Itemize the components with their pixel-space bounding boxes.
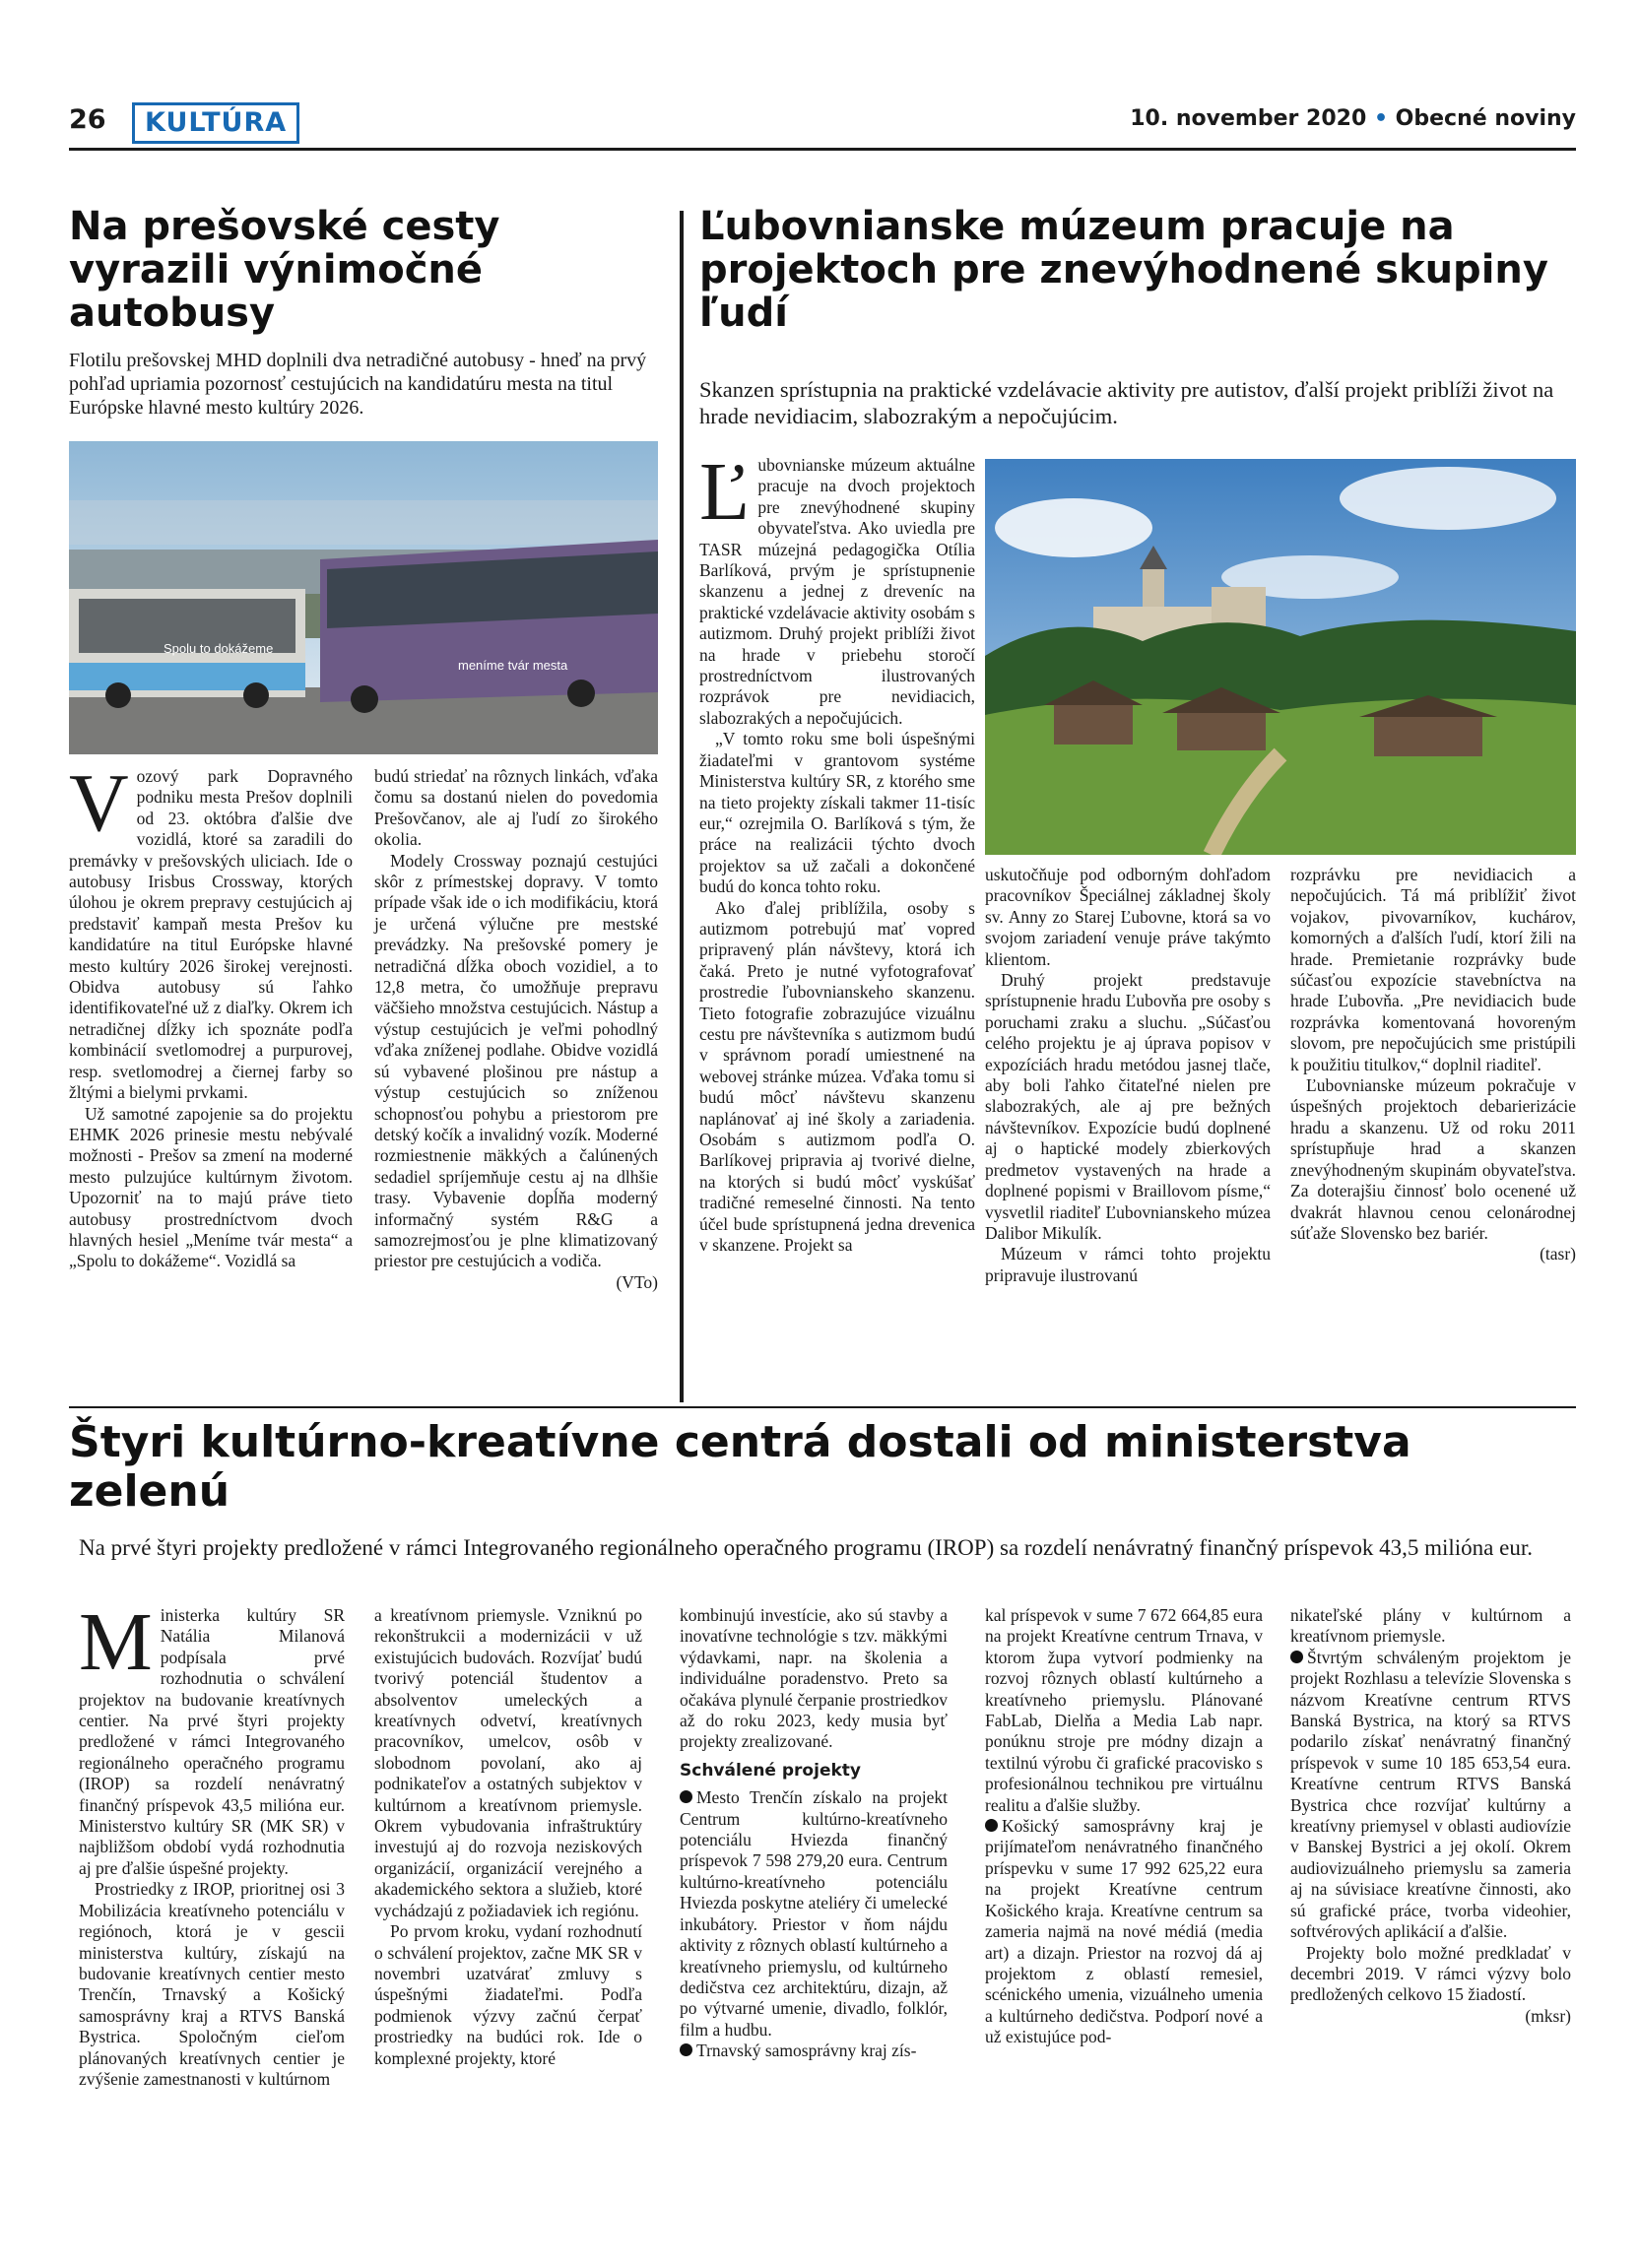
article1-dropcap: V [69,757,129,849]
article3-col1-p1: inisterka kultúry SR Natália Milanová podpísala prvé rozhodnutia o schválení projektov na budovanie kreatívnych centier. Na prvé štyri projekty predložené v rámci Integrovaného regionálneho operačného programu (IROP) sa rozdelí nenávratný finančný príspevok 43,5 milióna eur. Ministerstvo kultúry SR (MK SR) v najbližšom období vydá rozhodnutia aj pre ďalšie úspešné projekty. [79,1605,345,1878]
bus-photo-image [69,441,658,754]
column-divider [680,211,684,1402]
bullet-icon [985,1819,998,1832]
article2-column-2 [985,865,1271,1286]
article2-signature: (tasr) [1540,1244,1576,1264]
article3-col1-p2: Prostriedky z IROP, prioritnej osi 3 Mobilizácia kreatívneho potenciálu v regiónoch, ktorá je v gescii ministerstva kultúry, získajú na budovanie kreatívnych centier mesto Trenčín, Trnavský a Košický samosprávny kraj a RTVS Banská Bystrica. Spoločným cieľom plánovaných kreatívnych centier je zvýšenie zamestnanosti v kultúrnom [79,1879,345,2089]
article1-lede: Flotilu prešovskej MHD doplnili dva netradičné autobusy - hneď na prvý pohľad upriamia pozornosť cestujúcich na kandidatúru mesta na titul Európske hlavné mesto kultúry 2026. [69,350,647,419]
article1-photo [69,441,658,754]
article3-lede: Na prvé štyri projekty predložené v rámci Integrovaného regionálneho operačného programu (IROP) sa rozdelí nenávratný finančný príspevok 43,5 milióna eur. [79,1535,1533,1560]
article1-column-2 [374,766,658,1293]
section-label: KULTÚRA [132,102,299,144]
article3-bullet-rtvs: Štvrtým schváleným projektom je projekt Rozhlasu a televízie Slovenska s názvom Kreatívne centrum RTVS Banská Bystrica, na ktorý sa RTVS podarilo získať nenávratný finančný príspevok v sume 10 185 653,54 eura. Kreatívne centrum RTVS Banská Bystrica chce rozvíjať kultúrny a kreatívny priemysel v oblasti audiovízie v Banskej Bystrici a jej okolí. Okrem audiovizuálneho priemyslu sa zameria aj na súvisiace kreatívne činnosti, ako sú grafické práce, tvorba videohier, softvérových aplikácií a ďalšie. [1290,1647,1571,1942]
article3-subhead: Schválené projekty [680,1760,861,1781]
article1-column-1 [69,757,353,1272]
article2-col2-p2: Druhý projekt predstavuje sprístupnenie hradu Ľubovňa pre osoby s poruchami zraku a sluchu. „Súčasťou celého projektu je aj úprava popisov v expozíciách hradu metódou jasnej tlače, aby boli ľahko čitateľné nielen pre slabozrakých, ale aj pre bežných návštevníkov. Expozície budú doplnené aj o haptické modely zbierkových predmetov vystavených na hrade a doplnené popismi v Braillovom písme,“ vysvetlil riaditeľ Ľubovnianskeho múzea Dalibor Mikulík. [985,970,1271,1243]
publication-name: Obecné noviny [1395,106,1576,131]
article2-col2-p3: Múzeum v rámci tohto projektu pripravuje ilustrovanú [985,1244,1271,1285]
article2-column-1 [699,446,975,1256]
article2-dropcap: Ľ [699,446,751,538]
article2-photo [985,459,1576,855]
article2-col3-p1: rozprávku pre nevidiacich a nepočujúcich. Tá má priblížiť život vojakov, pivovarníkov, kuchárov, komorných a ďalších ľudí, ktorí žili na hrade. Premietanie rozprávky bude súčasťou expozície stavebníctva na hrade Ľubovňa. „Pre nevidiacich bude rozprávka komentovaná hovoreným slovom, pre nepočujúcich sme pristúpili k použitiu titulkov,“ doplnil riaditeľ. [1290,865,1576,1074]
article1-col2-p2: Modely Crossway poznajú cestujúci skôr z prímestskej dopravy. V tomto prípade však ide o ich modifikáciu, ktorá je určená výlučne pre mestské prevádzky. Na prešovské pomery je netradičná dĺžka oboch vozidiel, a to 12,8 metra, čo umožňuje prepravu väčšieho množstva cestujúcich. Nástup a výstup cestujúcich je veľmi pohodlný vďaka zníženej podlahe. Obidve vozidlá sú vybavené plošinou pre nástup a výstup cestujúcich so zníženou schopnosťou pohybu a priestorom pre detský kočík a invalidný vozík. Moderné rozmiestnenie mäkkých a čalúnených sedadiel spríjemňuje cestu aj na dlhšie trasy. Vybavenie dopĺňa moderný informačný systém R&G a samozrejmosťou je plne klimatizovaný priestor pre cestujúcich a vodiča. [374,850,658,1271]
bullet-icon [1290,1651,1303,1663]
bus1-slogan: Spolu to dokážeme [164,641,274,656]
article3-col3-intro: kombinujú investície, ako sú stavby a inovatívne technológie s tzv. mäkkými výdavkami, napr. na školenia a individuálne poradenstvo. Preto sa očakáva plynulé čerpanie prostriedkov až do roku 2023, kedy musia byť projekty zrealizované. [680,1605,948,1752]
bus2-slogan: meníme tvár mesta [458,658,568,673]
top-rule [69,148,1576,151]
article3-col5-intro: nikateľské plány v kultúrnom a kreatívnom priemysle. [1290,1605,1571,1647]
issue-info [1130,106,1576,131]
article2-title: Ľubovnianske múzeum pracuje na projektoch pre znevýhodnené skupiny ľudí [699,204,1548,336]
article2-col1-p3: Ako ďalej priblížila, osoby s autizmom potrebujú mať vopred pripravený plán návštevy, ktorá ich čaká. Preto je nutné vyfotografovať prostredie ľubovnianskeho skanzenu. Tieto fotografie zobrazujúce vizuálnu cestu pre návštevníka s autizmom budú v správnom poradí umiestnené na webovej stránke múzea. Vďaka tomu si budú môcť návštevu skanzenu naplánovať aj iné školy a zariadenia. Osobám s autizmom podľa O. Barlíkovej pripravia aj tvorivé dielne, na ktorých si budú môcť vyskúšať tradičné remeselné činnosti. Na tento účel bude sprístupnená jedna drevenica v skanzene. Projekt sa [699,897,975,1256]
article2-col1-p1: ubovnianske múzeum aktuálne pracuje na dvoch projektoch pre znevýhodnené skupiny obyvateľstva. Ako uviedla pre TASR múzejná pedagogička Otília Barlíková, prvým je sprístupnenie skanzenu a jednej z dreveníc na praktické vzdelávacie aktivity osobám s autizmom. Druhý projekt priblíži život na hrade v priebehu storočí prostredníctvom ilustrovaných rozprávok pre nevidiacich, slabozrakých a nepočujúcich. [699,455,975,728]
article3-column-4 [985,1605,1263,2048]
article1-signature: (VTo) [616,1271,658,1292]
article2-column-3 [1290,865,1576,1265]
page-number: 26 [69,104,106,135]
article3-column-1 [79,1596,345,2090]
article2-col3-p2: Ľubovnianske múzeum pokračuje v úspešných projektoch debarierizácie hradu a skanzenu. Už od roku 2011 sprístupňuje hrad a skanzen znevýhodneným skupinám obyvateľstva. Za doterajšiu činnosť bolo ocenené už dvakrát hlavnou cenou celonárodnej súťaže Slovensko bez bariér. [1290,1075,1576,1243]
article3-column-3 [680,1605,948,2062]
separator-dot: • [1373,106,1388,131]
bullet-icon [680,2043,692,2056]
article3-bullet-trnava: Trnavský samosprávny kraj zís- [696,2041,917,2061]
article3-dropcap: M [79,1596,153,1688]
article1-title: Na prešovské cesty vyrazili výnimočné autobusy [69,204,500,336]
article3-column-5 [1290,1605,1571,2027]
article3-col5-end: Projekty bolo možné predkladať v decembri 2019. V rámci výzvy bolo predložených celkovo 15 žiadostí. [1290,1942,1571,2005]
article3-bullet-trencin: Mesto Trenčín získalo na projekt Centrum kultúrno-kreatívneho potenciálu Hviezda finančný príspevok 7 598 279,20 eura. Centrum kultúrno-kreatívneho potenciálu Hviezda poskytne ateliéry či umelecké inkubátory. Priestor v ňom nájdu aktivity z rôznych oblastí kultúrneho a kreatívneho priemyslu, od kultúrneho dedičstva cez architektúru, dizajn, až po výtvarné umenie, divadlo, folklór, film a hudbu. [680,1787,948,2040]
article3-title: Štyri kultúrno-kreatívne centrá dostali od ministerstva zelenú [69,1417,1411,1517]
article3-col2-p1: a kreatívnom priemysle. Vzniknú po rekonštrukcii a modernizácii v už existujúcich budovách. Rozvíjať budú tvorivý potenciál študentov a absolventov umeleckých a kreatívnych odvetví, kreatívnych pracovníkov, umelcov, osôb v slobodnom povolaní, ako aj podnikateľov a ostatných subjektov v kultúrnom a kreatívnom priemysle. Okrem vybudovania infraštruktúry investujú aj do rozvoja neziskových organizácií, organizácií verejného a akademického sektora a služieb, ktoré vychádzajú z požiadaviek ich regiónu. [374,1605,642,1920]
article3-bullet-kosice: Košický samosprávny kraj je prijímateľom nenávratného finančného príspevku v sume 17 992 625,22 eura na projekt Kreatívne centrum Košického kraja. Kreatívne centrum sa zameria najmä na nové médiá (media art) a dizajn. Priestor na rozvoj dá aj projektom z oblastí remesiel, scénického umenia, vizuálneho umenia a kultúrneho dedičstva. Podporí nové a už existujúce pod- [985,1816,1263,2047]
article1-col1-p2: Už samotné zapojenie sa do projektu EHMK 2026 prinesie mestu nebývalé možnosti - Prešov sa zmení na moderné mesto pulzujúce kultúrnym životom. Upozorniť na to majú práve tieto autobusy prostredníctvom dvoch hlavných hesiel „Meníme tvár mesta“ a „Spolu to dokážeme“. Vozidlá sa [69,1103,353,1271]
article3-signature: (mksr) [1525,2005,1571,2026]
article3-column-2 [374,1605,642,2069]
article3-col2-p2: Po prvom kroku, vydaní rozhodnutí o schválení projektov, začne MK SR v novembri uzatvárať zmluvy s úspešnými žiadateľmi. Podľa podmienok výzvy začnú čerpať prostriedky na budúci rok. Ide o komplexné projekty, ktoré [374,1921,642,2068]
bullet-icon [680,1790,692,1803]
article-divider [69,1406,1576,1408]
article1-col1-p1: ozový park Dopravného podniku mesta Prešov doplnili od 23. októbra ďalšie dve vozidlá, ktoré sa zaradili do premávky v prešovských uliciach. Ide o autobusy Irisbus Crossway, ktorých úlohou je okrem prepravy cestujúcich aj predstaviť kampaň mesta Prešov ku kandidatúre na titul Európske hlavné mesto kultúry 2026 širokej verejnosti. Obidva autobusy sú ľahko identifikovateľné už z diaľky. Okrem ich netradičnej dĺžky ich spoznáte podľa kombinácií svetlomodrej a purpurovej, resp. svetlomodrej a čiernej farby so žltými a bielymi prvkami. [69,766,353,1103]
article2-col1-p2: „V tomto roku sme boli úspešnými žiadateľmi v grantovom systéme Ministerstva kultúry SR, z ktorého sme na tieto projekty získali takmer 11-tisíc eur,“ ozrejmila O. Barlíková s tým, že práce na realizácii týchto dvoch projektov sa už začali a dokončené budú do konca tohto roku. [699,729,975,897]
article1-col2-p1: budú striedať na rôznych linkách, vďaka čomu sa dostanú nielen do povedomia Prešovčanov, ale aj ľudí zo širokého okolia. [374,766,658,850]
issue-date: 10. november 2020 [1130,106,1367,131]
article2-col2-p1: uskutočňuje pod odborným dohľadom pracovníkov Špeciálnej základnej školy sv. Anny zo Starej Ľubovne, ktorá sa vo svojom zariadení venuje práve takýmto klientom. [985,865,1271,969]
castle-photo-image [985,459,1576,855]
masthead [69,102,1576,140]
article2-lede: Skanzen sprístupnia na praktické vzdelávacie aktivity pre autistov, ďalší projekt priblíži život na hrade nevidiacim, slabozrakým a nepočujúcim. [699,377,1554,428]
article3-col4-p1: kal príspevok v sume 7 672 664,85 eura na projekt Kreatívne centrum Trnava, v ktorom župa vytvorí podmienky na rozvoj rôznych oblastí kultúrneho a kreatívneho priemyslu. Plánované FabLab, Dielňa a Media Lab napr. ponúknu stroje pre módny dizajn a textilnú výrobu či grafické pracovisko s profesionálnou technikou pre virtuálnu realitu a ďalšie služby. [985,1605,1263,1815]
